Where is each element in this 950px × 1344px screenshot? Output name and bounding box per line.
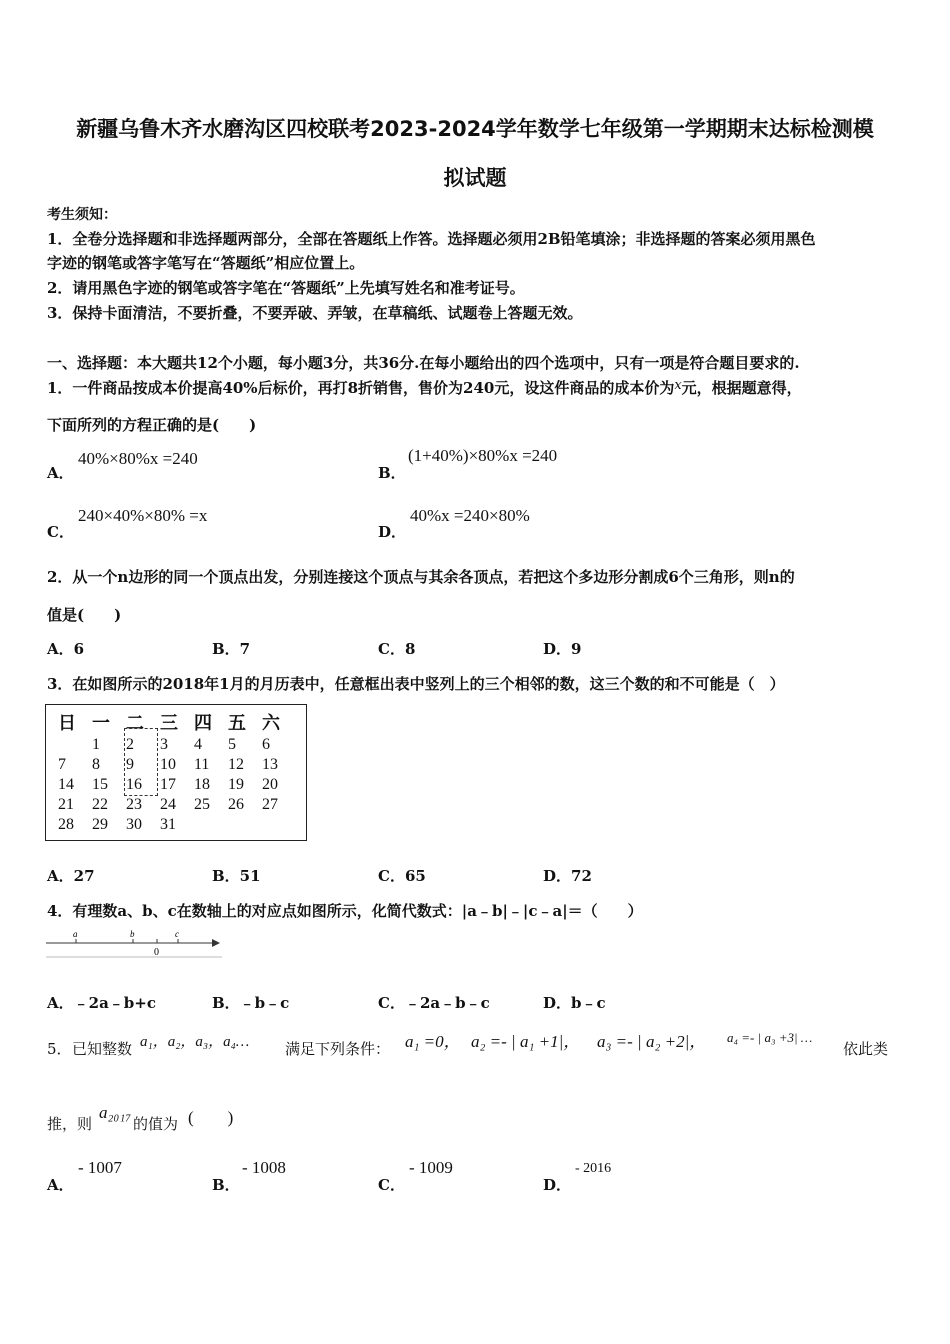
label-c: c	[175, 929, 179, 939]
calendar-cell: 21	[58, 796, 74, 813]
calendar-cell: 13	[262, 756, 278, 773]
q1-option-d-label: D．	[378, 523, 407, 541]
q5-option-b: - 1008	[242, 1158, 286, 1177]
calendar-cell: 24	[160, 796, 176, 813]
q5-option-a-label: A．	[47, 1176, 74, 1194]
label-zero: 0	[154, 947, 159, 958]
q5-option-d-label: D．	[543, 1176, 572, 1194]
q1-option-b-label: B．	[378, 464, 406, 482]
number-line-arrow	[212, 939, 220, 947]
calendar-header-cell: 四	[194, 713, 212, 734]
calendar-cell: 9	[126, 756, 134, 773]
q5-text-1: 已知整数	[72, 1040, 133, 1058]
calendar-cell: 7	[58, 756, 66, 773]
page-title-line1: 新疆乌鲁木齐水磨沟区四校联考2023-2024学年数学七年级第一学期期末达标检测模	[76, 117, 874, 141]
calendar-cell: 8	[92, 756, 100, 773]
q5-sequence: a₁，a₂，a₃，a₄…	[140, 1034, 250, 1050]
calendar-cell: 31	[160, 816, 176, 833]
q5-option-b-label: B．	[212, 1176, 240, 1194]
notice-item-2: 2．请用黑色字迹的钢笔或答字笔在“答题纸”上先填写姓名和准考证号。	[47, 279, 525, 297]
q2-stem-1: 2．从一个n边形的同一个顶点出发，分别连接这个顶点与其余各顶点，若把这个多边形分割成6个三角形，则n的	[47, 568, 795, 586]
label-b: b	[130, 929, 135, 939]
calendar-cell: 14	[58, 776, 74, 793]
q4-option-d: D．b﹣c	[543, 994, 606, 1012]
calendar-cell: 11	[194, 756, 210, 773]
calendar-header-cell: 五	[228, 713, 246, 734]
calendar-cell: 19	[228, 776, 244, 793]
notice-item-3: 3．保持卡面清洁，不要折叠，不要弄破、弄皱，在草稿纸、试题卷上答题无效。	[47, 304, 583, 322]
q5-line2-a: 推，则	[47, 1115, 93, 1133]
q1-option-d: 40%x =240×80%	[410, 506, 530, 525]
q5-condition-1: a₁ =0，	[405, 1032, 461, 1051]
q1-option-c: 240×40%×80% =x	[78, 506, 208, 525]
calendar-cell: 10	[160, 756, 176, 773]
q3-option-a: A．27	[47, 867, 95, 885]
q2-option-d: D．9	[543, 640, 582, 658]
q5-option-d: - 2016	[575, 1161, 612, 1176]
calendar-header-cell: 二	[126, 713, 144, 734]
calendar-cell: 2	[126, 736, 134, 753]
page-title-line2: 拟试题	[443, 166, 507, 190]
calendar-cell: 12	[228, 756, 244, 773]
q5-number: 5．	[47, 1040, 72, 1058]
calendar-cell: 27	[262, 796, 278, 813]
q5-condition-2: a₂ =- | a₁ +1|，	[471, 1032, 581, 1051]
calendar-cell: 28	[58, 816, 74, 833]
calendar-cell: 17	[160, 776, 176, 793]
notice-item-1a: 1．全卷分选择题和非选择题两部分，全部在答题纸上作答。选择题必须用2B铅笔填涂；非选择题的答案必须用黑色	[47, 230, 816, 248]
calendar-cell	[262, 815, 296, 835]
q3-option-d: D．72	[543, 867, 592, 885]
calendar-header-cell: 三	[160, 713, 178, 734]
q4-option-b: B．﹣b﹣c	[212, 994, 290, 1012]
q5-line2-term: a₂₀₁₇	[99, 1103, 132, 1122]
q5-condition-3: a₃ =- | a₂ +2|，	[597, 1032, 707, 1051]
calendar-header-cell: 六	[262, 713, 280, 734]
q5-text-3: 依此类	[843, 1040, 889, 1058]
calendar-cell: 1	[92, 736, 100, 753]
q3-option-b: B．51	[212, 867, 261, 885]
q1-stem-2: 下面所列的方程正确的是( )	[47, 416, 257, 434]
q5-line2-paren: ( )	[188, 1108, 234, 1127]
calendar-cell: 3	[160, 736, 168, 753]
q1-option-a-label: A．	[47, 464, 74, 482]
notice-item-1b: 字迹的钢笔或答字笔写在“答题纸”相应位置上。	[47, 254, 365, 272]
calendar-cell: 26	[228, 796, 244, 813]
q5-option-c: - 1009	[409, 1158, 453, 1177]
number-line-figure	[44, 926, 224, 962]
calendar-cell: 30	[126, 816, 142, 833]
q5-line2-c: 的值为	[133, 1115, 179, 1133]
calendar-header-cell: 日	[58, 713, 76, 734]
q1-option-b: (1+40%)×80%x =240	[408, 446, 558, 465]
q3-option-c: C．65	[378, 867, 426, 885]
q3-stem: 3．在如图所示的2018年1月的月历表中，任意框出表中竖列上的三个相邻的数，这三个数的和不可能是（ ）	[47, 675, 785, 693]
calendar-cell: 23	[126, 796, 142, 813]
calendar-cell: 6	[262, 736, 270, 753]
q5-condition-4: a₄ =- | a₃ +3| …	[727, 1030, 813, 1045]
calendar-cell	[194, 815, 228, 835]
q4-option-c: C．﹣2a﹣b﹣c	[378, 994, 490, 1012]
q4-stem: 4．有理数a、b、c在数轴上的对应点如图所示，化简代数式：|a﹣b|﹣|c﹣a|＝（ ）	[47, 902, 643, 920]
q5-option-c-label: C．	[378, 1176, 405, 1194]
q5-text-2: 满足下列条件：	[285, 1040, 391, 1058]
calendar-header-cell: 一	[92, 713, 110, 734]
calendar-cell: 25	[194, 796, 210, 813]
q2-stem-2: 值是( )	[47, 606, 122, 624]
q4-option-a: A．﹣2a﹣b+c	[47, 994, 156, 1012]
q5-option-a: - 1007	[78, 1158, 122, 1177]
q2-option-b: B．7	[212, 640, 251, 658]
section-heading: 一、选择题：本大题共12个小题，每小题3分，共36分.在每小题给出的四个选项中，只有一项是符合题目要求的.	[47, 354, 800, 372]
calendar-dashed-frame	[124, 728, 158, 796]
calendar-cell: 16	[126, 776, 142, 793]
notice-heading: 考生须知：	[47, 207, 117, 223]
q1-stem: 1．一件商品按成本价提高40%后标价，再打8折销售，售价为240元，设这件商品的成本价为x元，根据题意得，	[47, 378, 802, 397]
calendar-cell: 18	[194, 776, 210, 793]
calendar-cell: 20	[262, 776, 278, 793]
calendar-cell: 29	[92, 816, 108, 833]
calendar-figure	[45, 704, 307, 841]
calendar-table	[58, 709, 296, 835]
calendar-cell: 15	[92, 776, 108, 793]
q1-option-a: 40%×80%x =240	[78, 449, 198, 468]
q2-option-a: A．6	[47, 640, 85, 658]
calendar-cell: 5	[228, 736, 236, 753]
calendar-cell	[228, 815, 262, 835]
calendar-cell	[58, 735, 92, 755]
q1-option-c-label: C．	[47, 523, 74, 541]
q2-option-c: C．8	[378, 640, 416, 658]
calendar-cell: 4	[194, 736, 202, 753]
label-a: a	[73, 929, 78, 939]
calendar-cell: 22	[92, 796, 108, 813]
